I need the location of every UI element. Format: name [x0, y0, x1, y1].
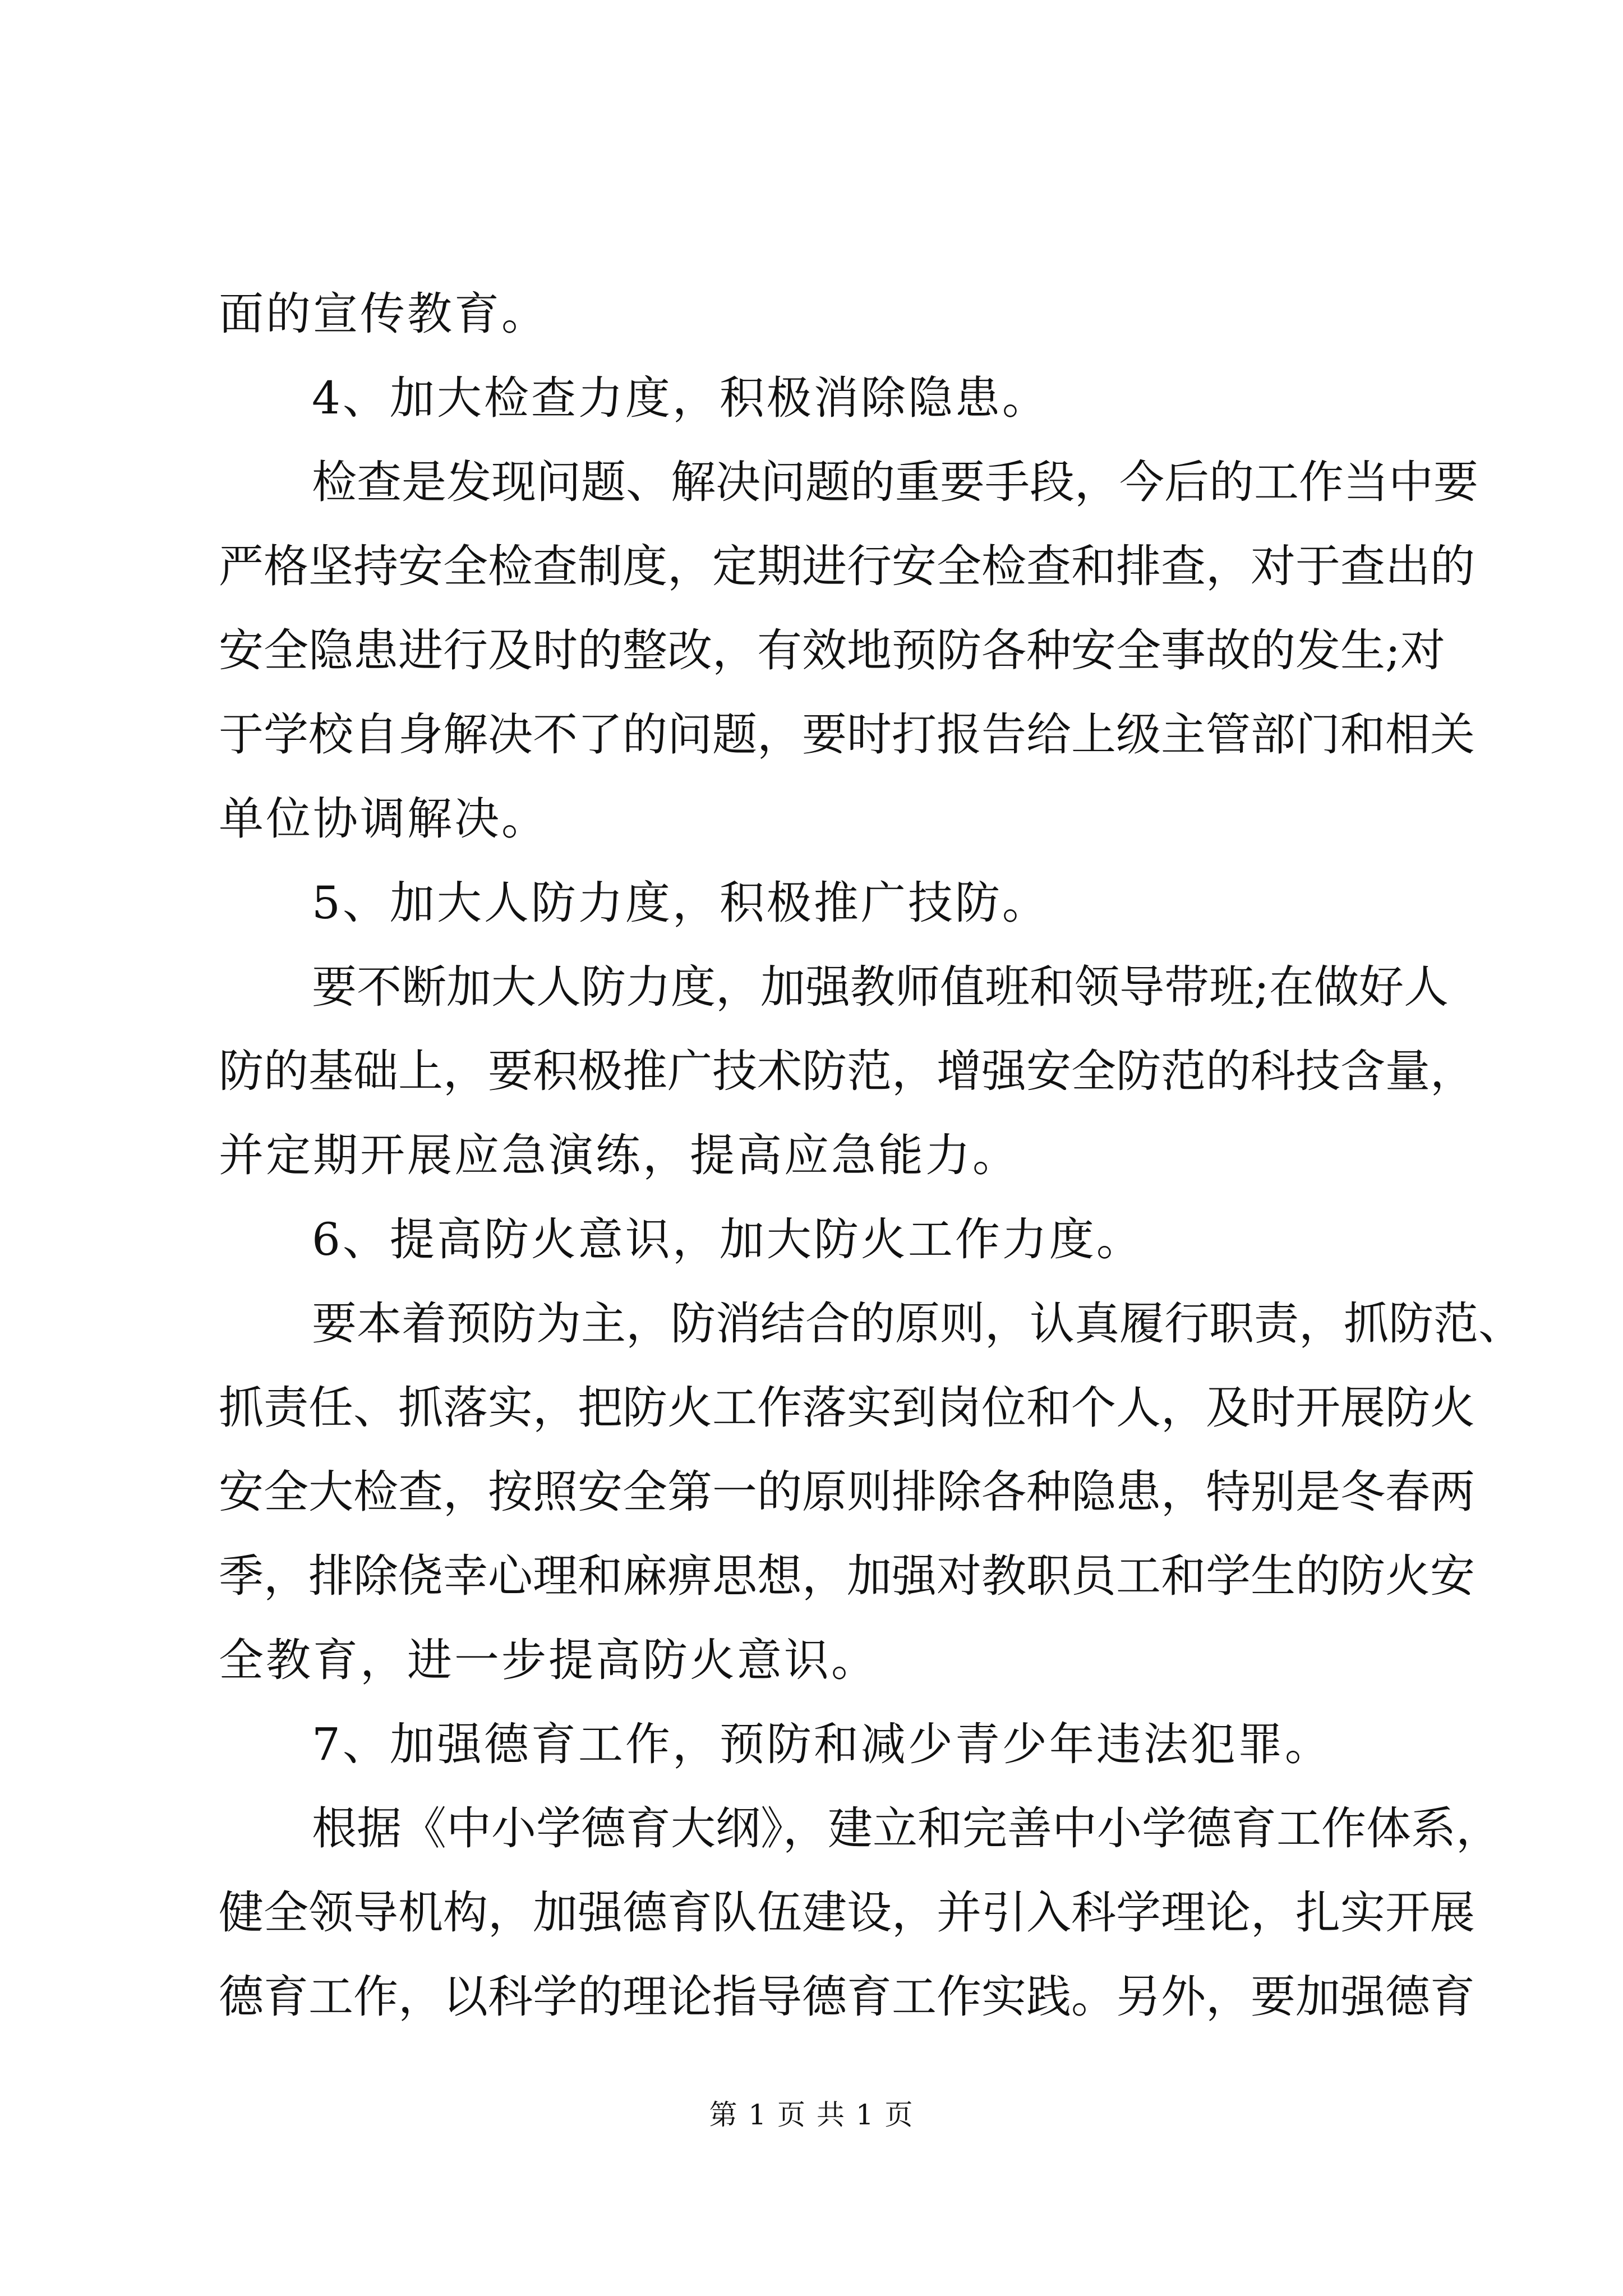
text-line: 德育工作，以科学的理论指导德育工作实践。另外，要加强德育: [219, 1971, 1475, 2023]
text-line: 要本着预防为主，防消结合的原则，认真履行职责，抓防范、: [312, 1297, 1523, 1350]
text-line: 安全隐患进行及时的整改，有效地预防各种安全事故的发生;对: [219, 624, 1445, 677]
text-line: 根据《中小学德育大纲》，建立和完善中小学德育工作体系，: [312, 1802, 1501, 1855]
text-line: 安全大检查，按照安全第一的原则排除各种隐患，特别是冬春两: [219, 1466, 1475, 1518]
text-line: 全教育，进一步提高防火意识。: [219, 1634, 878, 1686]
text-line: 单位协调解决。: [219, 793, 548, 845]
section-heading-4: 4、加大检查力度，积极消除隐患。: [312, 372, 1049, 424]
document-body: [219, 272, 1523, 2039]
text-line: 于学校自身解决不了的问题，要时打报告给上级主管部门和相关: [219, 708, 1475, 761]
text-line: 季，排除侥幸心理和麻痹思想，加强对教职员工和学生的防火安: [219, 1550, 1475, 1602]
text-line: 抓责任、抓落实，把防火工作落实到岗位和个人，及时开展防火: [219, 1382, 1475, 1434]
text-line: 并定期开展应急演练，提高应急能力。: [219, 1129, 1020, 1181]
section-heading-6: 6、提高防火意识，加大防火工作力度。: [312, 1213, 1144, 1266]
text-line: 健全领导机构，加强德育队伍建设，并引入科学理论，扎实开展: [219, 1887, 1475, 1939]
text-line: 面的宣传教育。: [219, 288, 548, 340]
text-line: 检查是发现问题、解决问题的重要手段，今后的工作当中要: [312, 456, 1478, 508]
page-number-footer: 第 1 页 共 1 页: [709, 2099, 914, 2131]
text-line: 严格坚持安全检查制度，定期进行安全检查和排查，对于查出的: [219, 540, 1475, 592]
section-heading-5: 5、加大人防力度，积极推广技防。: [312, 877, 1049, 929]
text-line: 要不断加大人防力度，加强教师值班和领导带班;在做好人: [312, 961, 1449, 1013]
text-line: 防的基础上，要积极推广技术防范，增强安全防范的科技含量，: [219, 1045, 1475, 1097]
section-heading-7: 7、加强德育工作，预防和减少青少年违法犯罪。: [312, 1718, 1332, 1770]
